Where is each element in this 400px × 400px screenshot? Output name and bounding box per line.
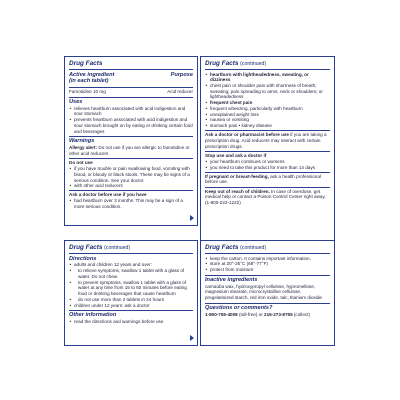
list-item: • heartburn with lightheadedness, sweating, or dizziness	[210, 72, 330, 83]
list-item: • frequent chest pain	[210, 100, 330, 106]
do-not-use-list	[69, 166, 193, 189]
do-not-use-heading: Do not use	[69, 160, 93, 166]
keep-out-of-reach	[205, 189, 330, 206]
drug-facts-panel-main	[64, 56, 198, 226]
ask-doctor-heading: Ask a doctor before use if you have	[69, 192, 147, 198]
pharmacist-heading: Ask a doctor or pharmacist before use	[205, 132, 289, 138]
pregnancy-warning	[205, 174, 330, 185]
drug-facts-title: Drug Facts	[69, 60, 193, 70]
continued-label: (continued)	[240, 61, 267, 67]
list-item: • you need to take this product for more than 14 days	[210, 165, 330, 171]
directions-heading: Directions	[69, 255, 97, 262]
list-item: • keep the carton. It contains important information.	[210, 256, 330, 262]
allergy-alert	[69, 145, 193, 156]
questions-heading: Questions or comments?	[205, 304, 273, 311]
pregnancy-heading: If pregnant or breast-feeding,	[205, 173, 269, 179]
keep-out-heading: Keep out of reach of children.	[205, 188, 270, 194]
list-item: • store at 20°-25°C (68°-77°F)	[210, 261, 330, 267]
inactive-ingredients-text: carnauba wax, hydroxypropyl cellulose, hypromellose, magnesium stearate, microcrystalline cellulose, pregelatinized starch, red iron oxide, talc, titanium dioxide	[205, 283, 322, 301]
keep-out-text: In case of overdose, get medical help or contact a Poison Control Center right away. (1-800-222-1222)	[205, 188, 326, 206]
list-item: • had heartburn over 3 months. This may be a sign of a more serious condition.	[74, 198, 193, 209]
list-item: • relieves heartburn associated with acid indigestion and sour stomach	[74, 106, 193, 117]
allergy-alert-text: Do not use if you are allergic to famotidine or other acid reducers	[69, 145, 190, 157]
drug-facts-title: Drug Facts (continued)	[69, 244, 193, 254]
drug-facts-panel-ingredients	[200, 240, 335, 346]
stop-use-heading: Stop use and ask a doctor if	[205, 153, 267, 159]
purpose-heading: Purpose	[170, 71, 193, 78]
list-item: • protect from moisture	[210, 267, 330, 273]
drug-facts-panel-directions	[64, 240, 198, 346]
list-item: • with other acid reducers	[74, 183, 193, 189]
drug-facts-title: Drug Facts (continued)	[205, 60, 330, 70]
active-ingredient-subheading: (in each tablet)	[69, 78, 109, 85]
continue-arrow-icon	[190, 215, 194, 221]
pregnancy-text: ask a health professional before use.	[205, 173, 321, 185]
list-item: • to prevent symptoms, swallow 1 tablet with a glass of water at any time from 15 to 60 minutes before eating food or drinking beverages that cause heartburn	[74, 280, 193, 297]
list-item: • stomach pain • kidney disease	[210, 123, 330, 129]
pharmacist-text: if you are taking a prescription drug. Acid reducers may interact with certain prescription drugs.	[205, 132, 327, 149]
ask-doctor-list	[69, 198, 193, 209]
active-ingredient-heading: Active ingredient	[69, 71, 115, 78]
list-item: • nausea or vomiting	[210, 117, 330, 123]
other-information-heading: Other information	[69, 312, 117, 319]
list-item: • do not use more than 2 tablets in 24 hours	[74, 297, 193, 303]
drug-facts-panel-continued-warnings	[200, 56, 335, 262]
list-item: • chest pain or shoulder pain with shortness of breath; sweating; pain spreading to arms, neck or shoulders; or lightheadedness	[210, 83, 330, 100]
list-item: • read the directions and warnings before use	[74, 319, 193, 325]
continued-label: (continued)	[104, 245, 131, 251]
uses-heading: Uses	[69, 98, 83, 105]
ingredient-purpose: Acid reducer	[167, 88, 193, 94]
phone-toll-free[interactable]: 1-800-755-4008	[205, 311, 238, 317]
list-item: • unexplained weight loss	[210, 112, 330, 118]
ingredient-name: Famotidine 10 mg	[69, 88, 106, 94]
continued-label: (continued)	[240, 245, 267, 251]
list-item: • to relieve symptoms, swallow 1 tablet with a glass of water. Do not chew.	[74, 268, 193, 279]
drug-facts-title: Drug Facts (continued)	[205, 244, 330, 254]
list-item: • your heartburn continues or worsens	[210, 159, 330, 165]
allergy-alert-label: Allergy alert:	[69, 145, 98, 151]
other-information-list	[69, 319, 193, 325]
list-item: • if you have trouble or pain swallowing food, vomiting with blood, or bloody or black stools. These may be signs of a serious condition. See your doctor.	[74, 166, 193, 183]
uses-list	[69, 106, 193, 135]
warnings-heading: Warnings	[69, 138, 95, 145]
list-item: • prevents heartburn associated with acid indigestion and sour stomach brought on by eating or drinking certain food and beverages	[74, 117, 193, 134]
continue-arrow-icon	[190, 335, 194, 341]
pharmacist-warning	[205, 132, 330, 149]
list-item: • adults and children 12 years and over:	[74, 262, 193, 268]
directions-list	[69, 262, 193, 308]
inactive-ingredients-heading: Inactive ingredients	[205, 276, 258, 283]
stop-use-list	[205, 159, 330, 170]
contact-phone: 1-800-755-4008 (toll-free) or 215-273-8755 (collect)	[205, 311, 310, 317]
ask-doctor-list-continued	[205, 72, 330, 129]
storage-list	[205, 256, 330, 273]
phone-collect[interactable]: 215-273-8755	[264, 311, 293, 317]
list-item: • frequent wheezing, particularly with heartburn	[210, 106, 330, 112]
list-item: • children under 12 years: ask a doctor	[74, 303, 193, 309]
